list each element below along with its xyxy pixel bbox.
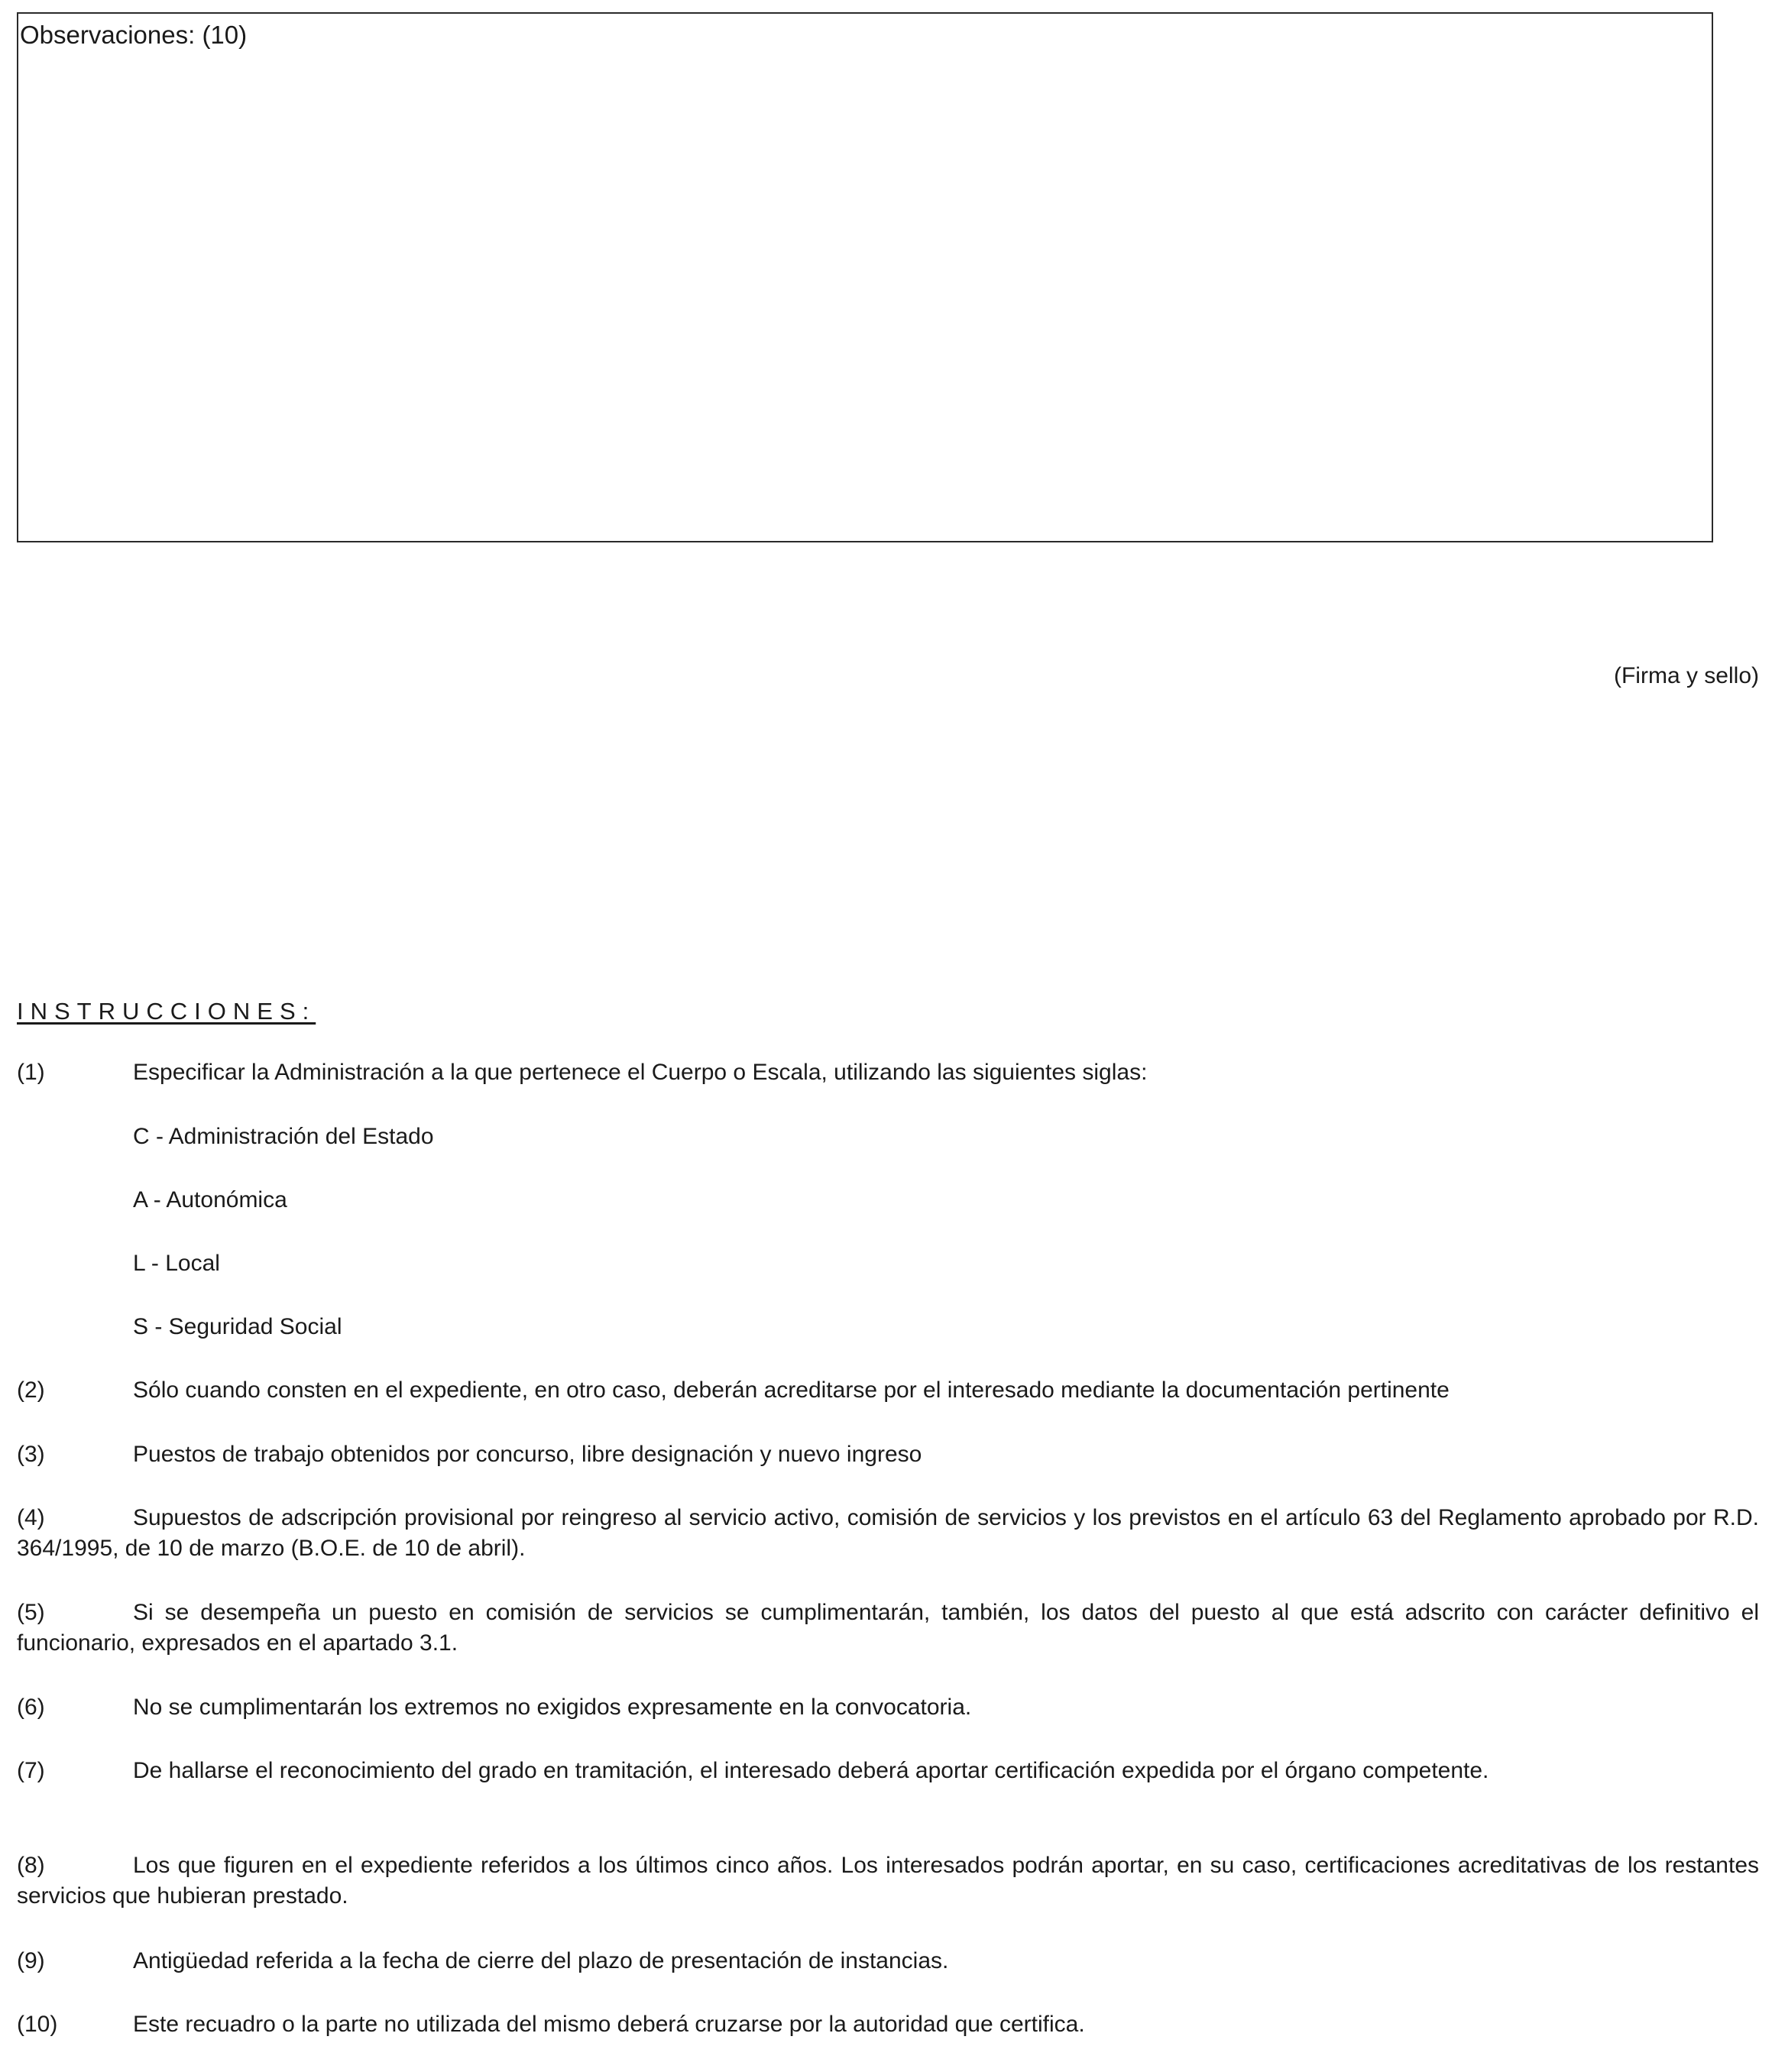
note-text: Supuestos de adscripción provisional por reingreso al servicio activo, comisión de servicios y los previstos en el artículo 63 del Reglamento aprobado por R.D. 364/1995, de 10 de marzo (B.O.E. de 10 de abril). [17, 1505, 1759, 1561]
note-number: (7) [17, 1758, 45, 1783]
note-text: Sólo cuando consten en el expediente, en otro caso, deberán acreditarse por el interesado mediante la documentación pertinente [133, 1378, 1450, 1403]
observaciones-label: Observaciones: (10) [20, 21, 248, 49]
note-number: (1) [17, 1060, 45, 1085]
note-text: No se cumplimentarán los extremos no exigidos expresamente en la convocatoria. [133, 1695, 972, 1720]
note-text: Puestos de trabajo obtenidos por concurso, libre designación y nuevo ingreso [133, 1442, 922, 1467]
sigla-item: L - Local [133, 1251, 220, 1276]
sigla-item: S - Seguridad Social [133, 1314, 342, 1339]
instruction-note [17, 1503, 1759, 1564]
note-number: (2) [17, 1378, 45, 1403]
instrucciones-heading: INSTRUCCIONES: [17, 998, 316, 1025]
note-text: De hallarse el reconocimiento del grado en tramitación, el interesado deberá aportar certificación expedida por el órgano competente. [133, 1758, 1489, 1783]
note-text: Si se desempeña un puesto en comisión de servicios se cumplimentarán, también, los datos del puesto al que está adscrito con carácter definitivo el funcionario, expresados en el apartado 3.1. [17, 1600, 1759, 1656]
note-number: (3) [17, 1442, 45, 1467]
instruction-note [17, 1692, 1759, 1723]
instruction-note [17, 1375, 1759, 1406]
sigla-item: A - Autonómica [133, 1187, 287, 1212]
sigla-item: C - Administración del Estado [133, 1124, 434, 1149]
instruction-note [17, 1756, 1759, 1786]
note-number: (10) [17, 2012, 58, 2037]
note-text: Este recuadro o la parte no utilizada del mismo deberá cruzarse por la autoridad que certifica. [133, 2012, 1085, 2037]
observaciones-box [17, 12, 1713, 542]
instruction-note [17, 1057, 1759, 1088]
instruction-note [17, 1850, 1759, 1912]
instruction-note [17, 1598, 1759, 1659]
note-number: (9) [17, 1948, 45, 1973]
note-text: Los que figuren en el expediente referidos a los últimos cinco años. Los interesados podrán aportar, en su caso, certificaciones acreditativas de los restantes servicios que hubieran prestado. [17, 1853, 1759, 1909]
note-number: (8) [17, 1853, 45, 1878]
note-number: (5) [17, 1600, 45, 1625]
instruction-note [17, 2009, 1759, 2040]
note-text: Especificar la Administración a la que pertenece el Cuerpo o Escala, utilizando las siguientes siglas: [133, 1060, 1148, 1085]
instruction-note [17, 1439, 1759, 1470]
note-number: (4) [17, 1505, 45, 1530]
note-number: (6) [17, 1695, 45, 1720]
firma-y-sello-label: (Firma y sello) [1613, 663, 1759, 688]
instruction-note [17, 1946, 1759, 1976]
note-text: Antigüedad referida a la fecha de cierre del plazo de presentación de instancias. [133, 1948, 949, 1973]
